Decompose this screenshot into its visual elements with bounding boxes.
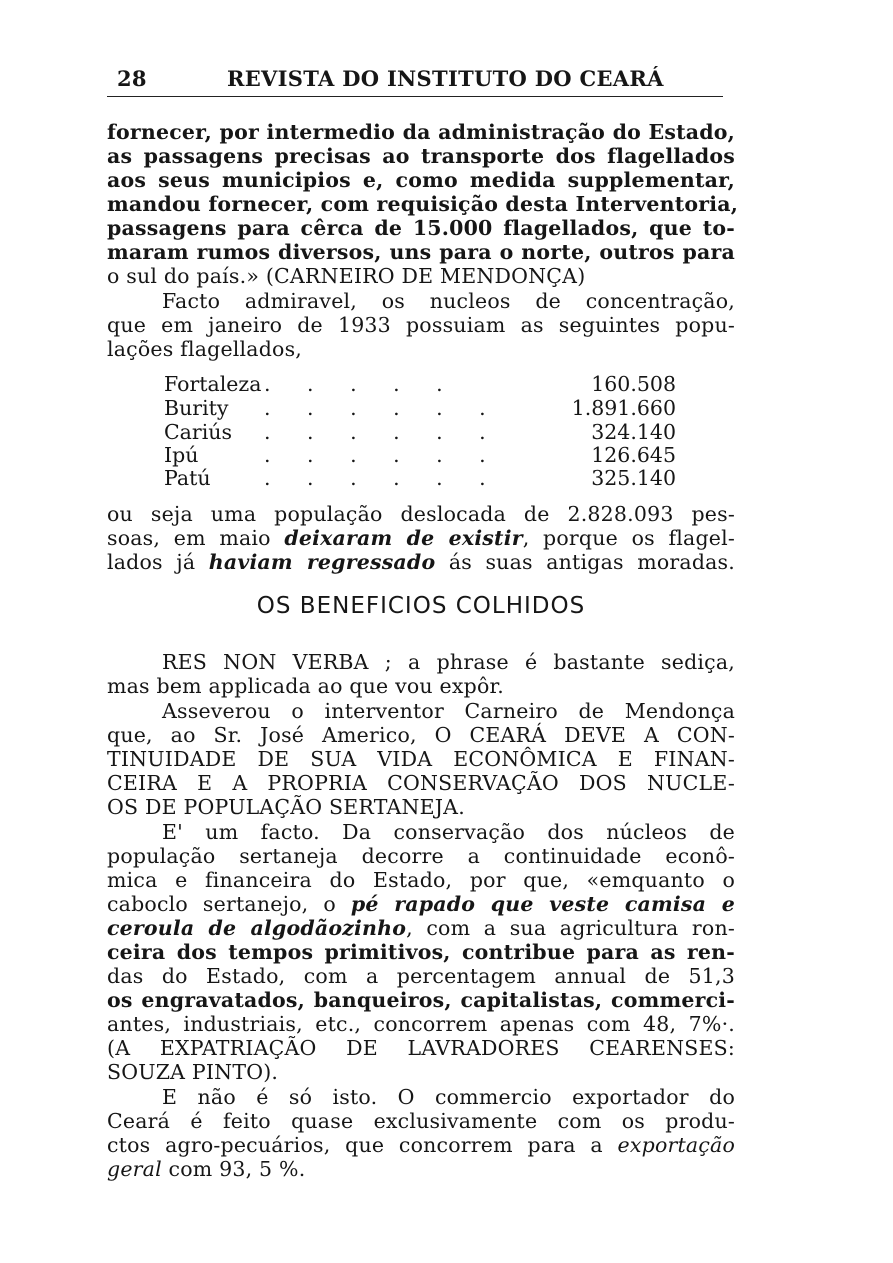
leader-dots: . . . . . .: [264, 466, 501, 490]
italic-phrase: deixaram de existir: [284, 526, 523, 550]
text-line: E' um facto. Da conservação dos núcleos de: [162, 820, 735, 844]
text-line: (A EXPATRIAÇÃO DE LAVRADORES CEARENSES:: [107, 1036, 735, 1060]
italic-phrase: ceroula de algodãozinho: [107, 916, 407, 940]
leader-dots: . . . . . .: [264, 443, 501, 467]
population-value: 325.140: [591, 466, 676, 490]
text-line: antes, industriais, etc., concorrem apenas com 48, 7%·.: [107, 1012, 735, 1036]
town-name: Patú: [164, 466, 211, 490]
text-line: das do Estado, com a percentagem annual de 51,3: [107, 964, 735, 988]
text-line: CEIRA E A PROPRIA CONSERVAÇÃO DOS NUCLE-: [107, 771, 735, 795]
leader-dots: . . . . . .: [264, 396, 501, 420]
table-row: [164, 443, 676, 467]
text-line: as passagens precisas ao transporte dos flagellados: [107, 144, 735, 168]
text-line: Facto admiravel, os nucleos de concentração,: [162, 289, 735, 313]
text-line: E não é só isto. O commercio exportador do: [162, 1085, 735, 1109]
text-line: população sertaneja decorre a continuidade econô-: [107, 844, 735, 868]
leader-dots: . . . . .: [264, 372, 458, 396]
text-line: SOUZA PINTO).: [107, 1060, 279, 1084]
town-name: Fortaleza: [164, 372, 262, 396]
text-line: mandou fornecer, com requisição desta Interventoria,: [107, 192, 739, 216]
italic-phrase: exportação: [617, 1133, 735, 1157]
text-line: passagens para cêrca de 15.000 flagellados, que to-: [107, 216, 735, 240]
text-line: mica e financeira do Estado, por que, «emquanto o: [107, 868, 735, 892]
text-line: lados já haviam regressado ás suas antigas moradas.: [107, 550, 735, 574]
text-line: mas bem applicada ao que vou expôr.: [107, 674, 504, 698]
text-line: ctos agro-pecuários, que concorrem para a exportação: [107, 1133, 735, 1157]
text-line: caboclo sertanejo, o pé rapado que veste camisa e: [107, 892, 735, 916]
text-line: os engravatados, banqueiros, capitalistas, commerci-: [107, 988, 735, 1012]
population-value: 324.140: [591, 420, 676, 444]
population-value: 126.645: [591, 443, 676, 467]
italic-phrase: geral: [107, 1157, 162, 1181]
running-header: [107, 66, 723, 97]
population-value: 160.508: [591, 372, 676, 396]
table-row: [164, 466, 676, 490]
page-number: 28: [117, 66, 147, 91]
table-row: [164, 420, 676, 444]
text-line: Ceará é feito quase exclusivamente com os produ-: [107, 1109, 735, 1133]
journal-title: REVISTA DO INSTITUTO DO CEARÁ: [227, 66, 664, 91]
text-line: que em janeiro de 1933 possuiam as seguintes popu-: [107, 313, 735, 337]
town-name: Burity: [164, 396, 229, 420]
town-name: Cariús: [164, 420, 232, 444]
leader-dots: . . . . . .: [264, 420, 501, 444]
text-line: soas, em maio deixaram de existir, porque os flagel-: [107, 526, 736, 550]
text-line: geral com 93, 5 %.: [107, 1157, 306, 1181]
text-line: ceira dos tempos primitivos, contribue para as ren-: [107, 940, 735, 964]
text-line: o sul do país.» (CARNEIRO DE MENDONÇA): [107, 264, 586, 288]
section-heading: OS BENEFICIOS COLHIDOS: [256, 593, 586, 619]
text-line: Asseverou o interventor Carneiro de Mendonça: [162, 699, 735, 723]
text-line: fornecer, por intermedio da administração do Estado,: [107, 120, 735, 144]
italic-phrase: haviam regressado: [208, 550, 436, 574]
text-line: maram rumos diversos, uns para o norte, outros para: [107, 240, 735, 264]
text-line: TINUIDADE DE SUA VIDA ECONÔMICA E FINAN-: [107, 747, 735, 771]
table-row: [164, 396, 676, 420]
text-line: ou seja uma população deslocada de 2.828.093 pes-: [107, 502, 735, 526]
text-line: lações flagellados,: [107, 337, 303, 361]
text-line: RES NON VERBA ; a phrase é bastante sediça,: [162, 650, 735, 674]
italic-phrase: pé rapado que veste camisa e: [350, 892, 735, 916]
text-line: OS DE POPULAÇÃO SERTANEJA.: [107, 795, 465, 819]
population-value: 1.891.660: [571, 396, 676, 420]
table-row: [164, 372, 676, 396]
text-line: ceroula de algodãozinho, com a sua agricultura ron-: [107, 916, 735, 940]
text-line: que, ao Sr. José Americo, O CEARÁ DEVE A CON-: [107, 723, 735, 747]
text-line: aos seus municipios e, como medida supplementar,: [107, 168, 735, 192]
town-name: Ipú: [164, 443, 199, 467]
